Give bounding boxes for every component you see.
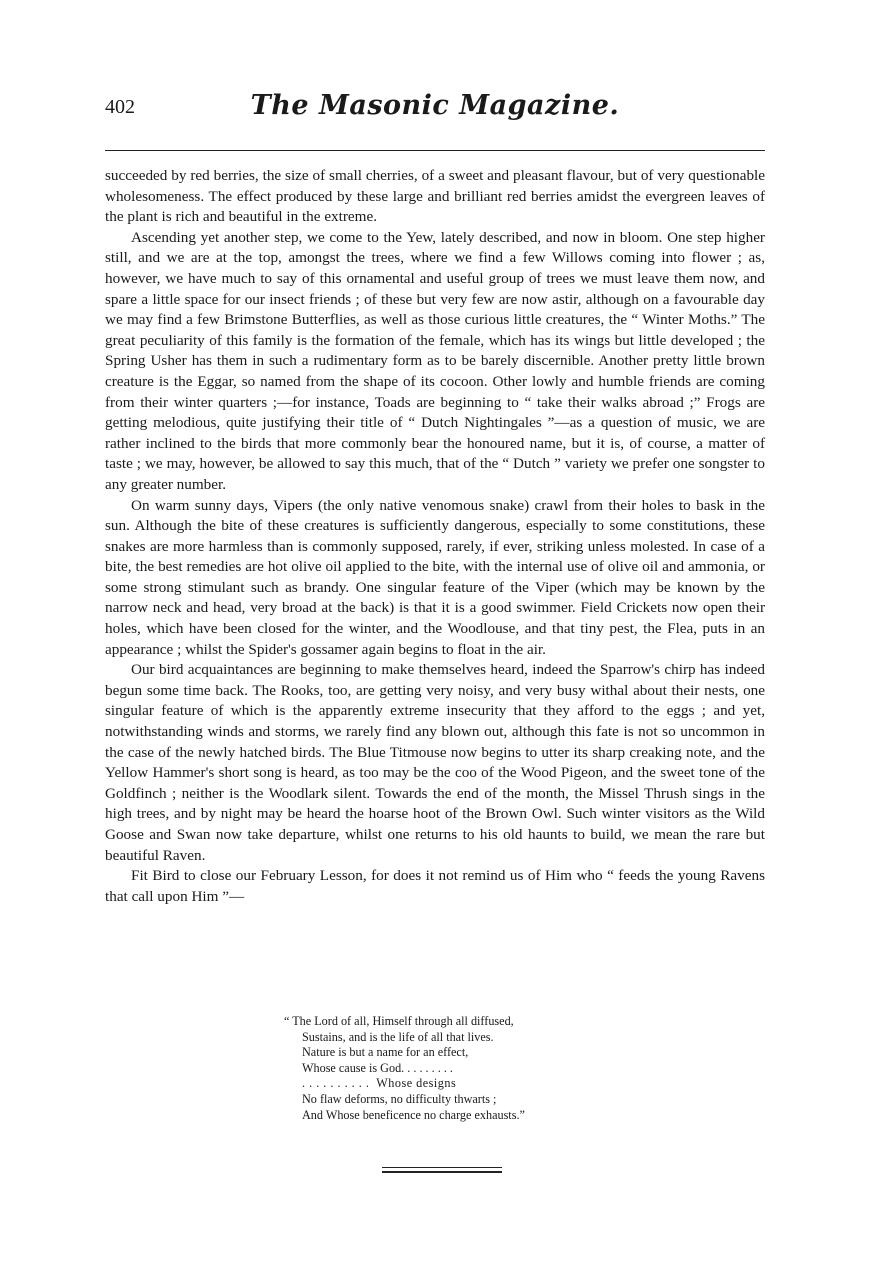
end-rule-thick bbox=[382, 1171, 502, 1173]
poem-line: Sustains, and is the life of all that lives. bbox=[302, 1029, 494, 1044]
paragraph-vipers: On warm sunny days, Vipers (the only native venomous snake) crawl from their holes to bask in the sun. Although the bite of these creatures is sufficiently dangerous, especially to some constitutions, these snakes are more harmless than is commonly supposed, rarely, if ever, striking unless molested. In case of a bite, the best remedies are hot olive oil applied to the bite, with the internal use of olive oil and ammonia, or some strong stimulant such as brandy. One singular feature of the Viper (which may be known by the narrow neck and head, very broad at the back) is that it is a good swimmer. Field Crickets now open their holes, which have been closed for the winter, and the Woodlouse, and that tiny pest, the Flea, puts in an appearance ; whilst the Spider's gossamer again begins to float in the air. bbox=[105, 496, 765, 658]
poem-quotation bbox=[284, 1014, 614, 1123]
running-title: The Masonic Magazine. bbox=[250, 90, 620, 121]
article-body bbox=[105, 166, 765, 907]
page-header bbox=[105, 90, 765, 134]
header-rule bbox=[105, 150, 765, 151]
poem-line: Whose cause is God. . . . . . . . . bbox=[302, 1060, 453, 1075]
poem-line: And Whose beneficence no charge exhausts.” bbox=[302, 1107, 525, 1122]
paragraph-yew-willows-insects: Ascending yet another step, we come to the Yew, lately described, and now in bloom. One step higher still, and we are at the top, amongst the trees, where we find a few Willows coming into flower ; as, however, we have much to say of this ornamental and useful group of trees we must leave them now, and spare a little space for our insect friends ; of these but very few are now astir, although on a favourable day we may find a few Brimstone Butterflies, as well as those curious little creatures, the “ Winter Moths.” The great peculiarity of this family is the formation of the female, which has its wings but little developed ; the Spring Usher has them in such a rudimentary form as to be barely discernible. Another pretty little brown creature is the Eggar, so named from the shape of its cocoon. Other lowly and humble friends are coming from their winter quarters ;—for instance, Toads are beginning to “ take their walks abroad ;” Frogs are getting melodious, quite justifying their title of “ Dutch Nightingales ”—as a question of music, we are rather inclined to the birds that more commonly bear the honoured name, but it is, of course, a matter of taste ; we may, however, be allowed to say this much, that of the “ Dutch ” variety we prefer one songster to any greater number. bbox=[105, 228, 765, 493]
poem-line: Nature is but a name for an effect, bbox=[302, 1045, 469, 1060]
poem-line: . . . . . . . . . . Whose designs bbox=[302, 1076, 457, 1091]
poem-line: No flaw deforms, no difficulty thwarts ; bbox=[302, 1091, 497, 1106]
end-rule-thin bbox=[382, 1167, 502, 1168]
paragraph-raven: Fit Bird to close our February Lesson, for does it not remind us of Him who “ feeds the young Ravens that call upon Him ”— bbox=[105, 867, 765, 905]
page-number: 402 bbox=[105, 96, 135, 118]
poem-line: “ The Lord of all, Himself through all diffused, bbox=[284, 1014, 514, 1028]
paragraph-continuation: succeeded by red berries, the size of small cherries, of a sweet and pleasant flavour, but of very questionable wholesomeness. The effect produced by these large and brilliant red berries amidst the evergreen leaves of the plant is rich and beautiful in the extreme. bbox=[105, 167, 765, 226]
paragraph-birds: Our bird acquaintances are beginning to make themselves heard, indeed the Sparrow's chirp has indeed begun some time back. The Rooks, too, are getting very noisy, and very busy withal about their nests, one singular feature of which is the apparently extreme insecurity that they afford to the eggs ; and yet, notwithstanding winds and storms, we rarely find any blown out, although this fate is not so uncommon in the case of the newly hatched birds. The Blue Titmouse now begins to utter its sharp creaking note, and the Yellow Hammer's short song is heard, as too may be the coo of the Wood Pigeon, and the sweet tone of the Goldfinch ; neither is the Woodlark silent. Towards the end of the month, the Missel Thrush sings in the high trees, and by night may be heard the hoarse hoot of the Brown Owl. Such winter visitors as the Wild Goose and Swan now take departure, whilst one returns to his old haunts to build, we mean the rare but beautiful Raven. bbox=[105, 661, 765, 864]
